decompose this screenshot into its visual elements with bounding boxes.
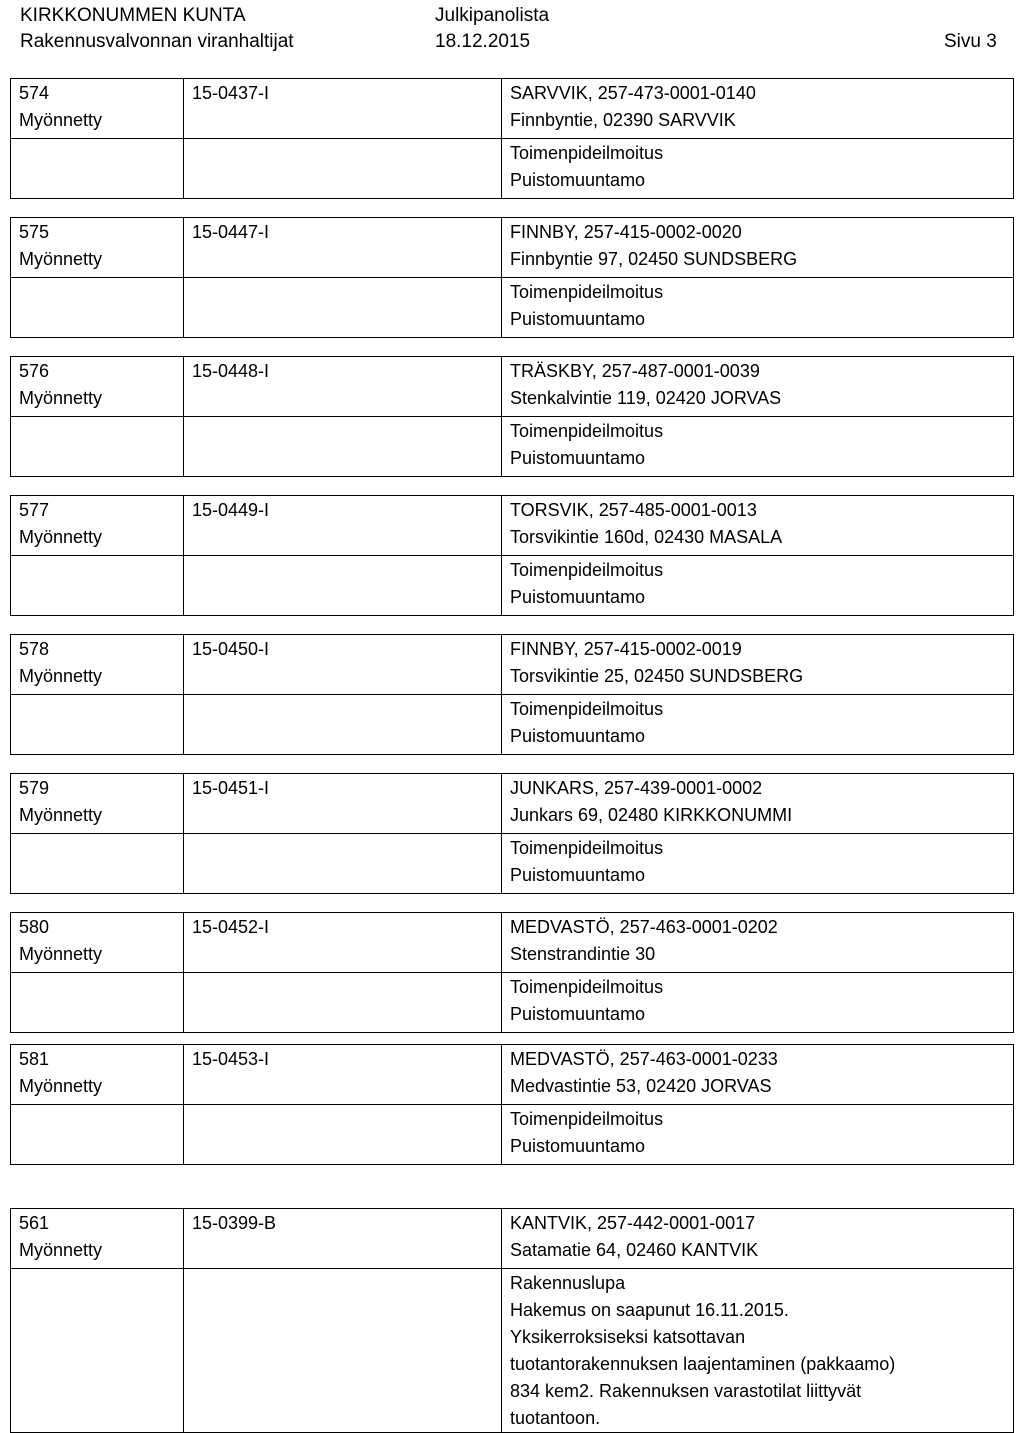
entry-header-cell [11,913,184,973]
empty-cell [184,556,502,616]
permit-entry [10,912,1014,1033]
permit-entry [10,773,1014,894]
permit-table [10,1208,1014,1433]
entry-address: Torsvikintie 25, 02450 SUNDSBERG [510,666,804,686]
entry-details-cell [502,1105,1014,1165]
entry-status: Myönnetty [19,110,103,130]
entry-id: 15-0453-I [192,1049,270,1069]
empty-cell [184,278,502,338]
entry-location-cell [502,218,1014,278]
entry-description: Puistomuuntamo [510,865,646,885]
entry-location-cell [502,79,1014,139]
entry-kind: Toimenpideilmoitus [510,977,664,997]
entry-id-cell [184,1045,502,1105]
entry-number: 579 [19,778,50,798]
empty-cell [11,417,184,477]
entry-kind: Rakennuslupa [510,1273,626,1293]
entry-id: 15-0452-I [192,917,270,937]
entry-details-cell [502,1269,1014,1433]
entry-header-cell [11,218,184,278]
document-type: Julkipanolista [435,5,550,26]
entry-status: Myönnetty [19,1240,103,1260]
entry-id: 15-0448-I [192,361,270,381]
entry-property: MEDVASTÖ, 257-463-0001-0233 [510,1049,778,1069]
entry-id: 15-0449-I [192,500,270,520]
entry-id-cell [184,635,502,695]
entry-location-cell [502,496,1014,556]
entry-details-cell [502,278,1014,338]
entry-id: 15-0399-B [192,1213,277,1233]
entry-address: Stenkalvintie 119, 02420 JORVAS [510,388,782,408]
permit-entry [10,78,1014,199]
empty-cell [11,1105,184,1165]
entry-details-cell [502,973,1014,1033]
permit-table [10,634,1014,755]
permit-table [10,912,1014,1033]
empty-cell [11,973,184,1033]
entry-id-cell [184,218,502,278]
entry-status: Myönnetty [19,666,103,686]
entry-kind: Toimenpideilmoitus [510,282,664,302]
entry-id-cell [184,774,502,834]
entry-details-cell [502,834,1014,894]
entry-property: TORSVIK, 257-485-0001-0013 [510,500,757,520]
entry-description: Puistomuuntamo [510,448,646,468]
entry-status: Myönnetty [19,388,103,408]
permit-entry [10,356,1014,477]
entry-address: Junkars 69, 02480 KIRKKONUMMI [510,805,793,825]
entry-details-cell [502,417,1014,477]
permit-table [10,1044,1014,1165]
department-name: Rakennusvalvonnan viranhaltijat [20,31,294,52]
entry-location-cell [502,1209,1014,1269]
entry-number: 580 [19,917,50,937]
entry-header-cell [11,1209,184,1269]
entry-id-cell [184,913,502,973]
permit-table [10,78,1014,199]
entry-header-cell [11,79,184,139]
entry-header-cell [11,774,184,834]
permit-table [10,495,1014,616]
entry-description: Puistomuuntamo [510,170,646,190]
entry-status: Myönnetty [19,944,103,964]
empty-cell [11,556,184,616]
permit-entry [10,1044,1014,1165]
empty-cell [184,1105,502,1165]
entry-number: 578 [19,639,50,659]
entry-number: 581 [19,1049,50,1069]
entry-number: 577 [19,500,50,520]
empty-cell [184,834,502,894]
entry-id-cell [184,496,502,556]
entry-id: 15-0450-I [192,639,270,659]
permit-entry [10,634,1014,755]
entry-id: 15-0447-I [192,222,270,242]
entry-location-cell [502,774,1014,834]
entry-description: Puistomuuntamo [510,726,646,746]
entry-number: 575 [19,222,50,242]
empty-cell [184,973,502,1033]
entry-kind: Toimenpideilmoitus [510,143,664,163]
entry-property: JUNKARS, 257-439-0001-0002 [510,778,763,798]
entry-kind: Toimenpideilmoitus [510,699,664,719]
entry-description-line: tuotantoon. [510,1408,601,1428]
empty-cell [184,139,502,199]
entry-property: SARVVIK, 257-473-0001-0140 [510,83,756,103]
entry-address: Torsvikintie 160d, 02430 MASALA [510,527,783,547]
entry-description-line: tuotantorakennuksen laajentaminen (pakkaamo) [510,1354,896,1374]
permit-entry [10,217,1014,338]
entry-description-line: 834 kem2. Rakennuksen varastotilat liittyvät [510,1381,862,1401]
entry-details-cell [502,695,1014,755]
entry-kind: Toimenpideilmoitus [510,421,664,441]
permit-table [10,356,1014,477]
municipality-name: KIRKKONUMMEN KUNTA [20,5,246,26]
entry-details-cell [502,139,1014,199]
entry-number: 561 [19,1213,50,1233]
entry-status: Myönnetty [19,249,103,269]
entry-id-cell [184,79,502,139]
entry-status: Myönnetty [19,1076,103,1096]
entry-number: 576 [19,361,50,381]
entry-details-cell [502,556,1014,616]
entry-header-cell [11,1045,184,1105]
entry-description: Puistomuuntamo [510,587,646,607]
entry-number: 574 [19,83,50,103]
entry-property: TRÄSKBY, 257-487-0001-0039 [510,361,760,381]
entry-header-cell [11,357,184,417]
entry-location-cell [502,635,1014,695]
entry-status: Myönnetty [19,527,103,547]
entry-kind: Toimenpideilmoitus [510,1109,664,1129]
entry-description: Puistomuuntamo [510,309,646,329]
permit-entry-building [10,1208,1014,1433]
entry-description: Puistomuuntamo [510,1136,646,1156]
permit-table [10,217,1014,338]
entry-kind: Toimenpideilmoitus [510,560,664,580]
entry-location-cell [502,913,1014,973]
entry-property: KANTVIK, 257-442-0001-0017 [510,1213,756,1233]
entry-address: Finnbyntie, 02390 SARVVIK [510,110,736,130]
empty-cell [184,417,502,477]
entry-kind: Toimenpideilmoitus [510,838,664,858]
entry-address: Medvastintie 53, 02420 JORVAS [510,1076,772,1096]
entry-header-cell [11,496,184,556]
entry-id: 15-0451-I [192,778,270,798]
entry-address: Stenstrandintie 30 [510,944,656,964]
empty-cell [184,695,502,755]
empty-cell [11,278,184,338]
empty-cell [11,834,184,894]
document-date: 18.12.2015 [435,31,531,52]
page-number: Sivu 3 [944,31,997,52]
empty-cell [11,139,184,199]
entry-id-cell [184,357,502,417]
entry-header-cell [11,635,184,695]
entry-id: 15-0437-I [192,83,270,103]
entry-location-cell [502,1045,1014,1105]
empty-cell [11,1269,184,1433]
empty-cell [11,695,184,755]
permit-table [10,773,1014,894]
empty-cell [184,1269,502,1433]
entry-address: Finnbyntie 97, 02450 SUNDSBERG [510,249,798,269]
entry-property: FINNBY, 257-415-0002-0020 [510,222,742,242]
entry-property: FINNBY, 257-415-0002-0019 [510,639,742,659]
entry-description: Puistomuuntamo [510,1004,646,1024]
entry-received-date: Hakemus on saapunut 16.11.2015. [510,1300,789,1320]
entry-description-line: Yksikerroksiseksi katsottavan [510,1327,746,1347]
entry-location-cell [502,357,1014,417]
entry-property: MEDVASTÖ, 257-463-0001-0202 [510,917,778,937]
entry-id-cell [184,1209,502,1269]
entry-address: Satamatie 64, 02460 KANTVIK [510,1240,759,1260]
permit-entry [10,495,1014,616]
entry-status: Myönnetty [19,805,103,825]
